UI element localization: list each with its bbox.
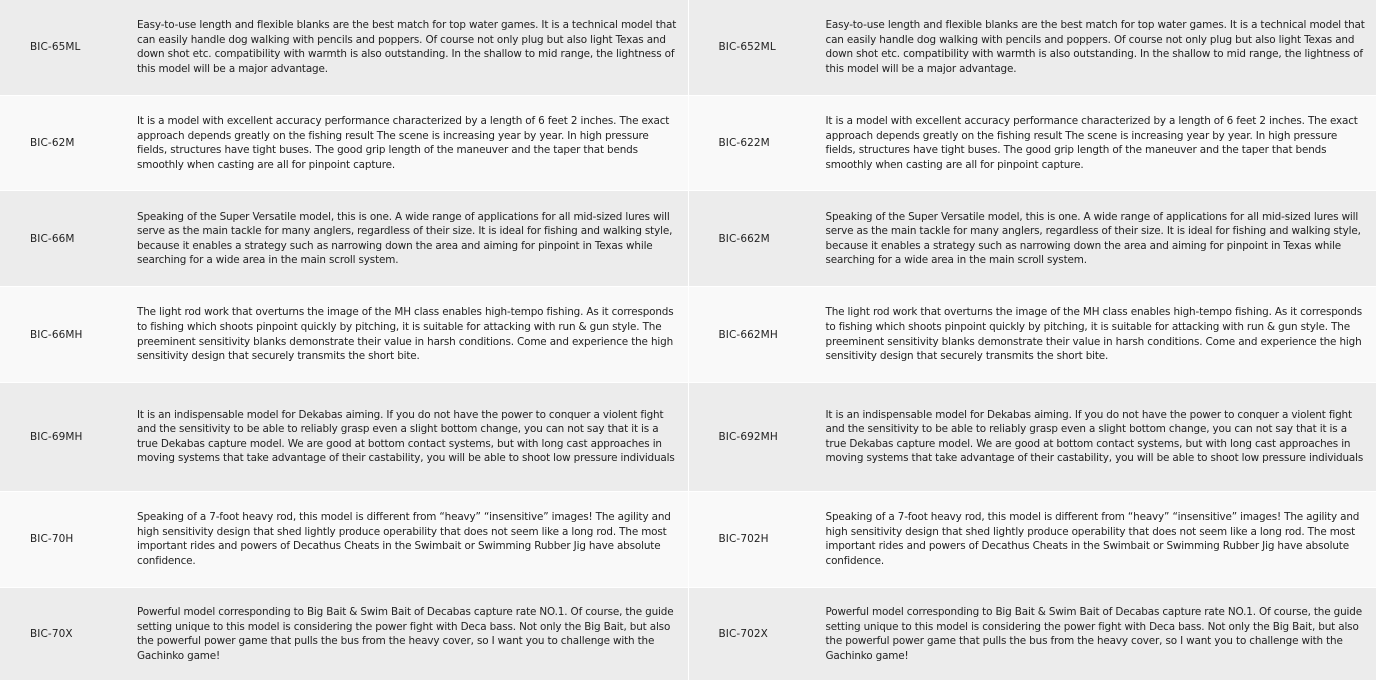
model-name: BIC-652ML xyxy=(718,41,776,54)
model-name: BIC-692MH xyxy=(718,430,778,443)
model-name: BIC-69MH xyxy=(30,430,83,443)
model-name: BIC-622M xyxy=(718,137,770,150)
model-description: It is a model with excellent accuracy performance characterized by a length of 6 feet 2 inches. The exact approach depends greatly on the fishing result The scene is increasing year by year. In high pressure fields, structures have tight buses. The good grip length of the maneuver and the taper that bends smoothly when casting are all for pinpoint capture. xyxy=(137,114,670,171)
model-description: The light rod work that overturns the image of the MH class enables high-tempo fishing. As it corresponds to fishing which shoots pinpoint quickly by pitching, it is suitable for attacking with run & gun style. The preeminent sensitivity blanks demonstrate their value in harsh conditions. Come and experience the high sensitivity design that securely transmits the short bite. xyxy=(825,306,1363,363)
table-row xyxy=(0,191,688,287)
model-name: BIC-70H xyxy=(30,533,74,546)
model-description: Speaking of a 7-foot heavy rod, this model is different from “heavy” “insensitive” images! The agility and high sensitivity design that shed lightly produce operability that does not seem like a long rod. The most important rides and powers of Decathus Cheats in the Swimbait or Swimming Rubber Jig have absolute confidence. xyxy=(825,511,1360,567)
table-row xyxy=(689,588,1376,681)
table-row xyxy=(689,287,1376,383)
model-name: BIC-70X xyxy=(30,628,73,641)
model-name: BIC-65ML xyxy=(30,41,81,54)
model-description: Easy-to-use length and flexible blanks are the best match for top water games. It is a technical model that can easily handle dog walking with pencils and poppers. Of course not only plug but also light Texas and down shot etc. compatibility with warmth is also outstanding. In the shallow to mid range, the lightness of this model will be a major advantage. xyxy=(137,19,677,75)
right-product-table xyxy=(688,0,1376,681)
table-row xyxy=(689,492,1376,589)
model-description: Easy-to-use length and flexible blanks are the best match for top water games. It is a technical model that can easily handle dog walking with pencils and poppers. Of course not only plug but also light Texas and down shot etc. compatibility with warmth is also outstanding. In the shallow to mid range, the lightness of this model will be a major advantage. xyxy=(825,19,1365,75)
table-row xyxy=(0,383,688,492)
model-description: Powerful model corresponding to Big Bait & Swim Bait of Decabas capture rate NO.1. Of course, the guide setting unique to this model is considering the power fight with Deca bass. Not only the Big Bait, but also the powerful power game that pulls the bus from the heavy cover, so I want you to challenge with the Gachinko game! xyxy=(825,605,1362,662)
model-description: Speaking of a 7-foot heavy rod, this model is different from “heavy” “insensitive” images! The agility and high sensitivity design that shed lightly produce operability that does not seem like a long rod. The most important rides and powers of Decathus Cheats in the Swimbait or Swimming Rubber Jig have absolute confidence. xyxy=(137,511,671,567)
model-description: Speaking of the Super Versatile model, this is one. A wide range of applications for all mid-sized lures will serve as the main tackle for many anglers, regardless of their size. It is ideal for fishing and walking style, because it enables a strategy such as narrowing down the area and aiming for pinpoint in Texas while searching for a wide area in the main scroll system. xyxy=(825,210,1361,267)
model-name: BIC-62M xyxy=(30,137,75,150)
model-name: BIC-702X xyxy=(718,628,768,641)
model-description: It is an indispensable model for Dekabas aiming. If you do not have the power to conquer a violent fight and the sensitivity to be able to reliably grasp even a slight bottom change, you can not say that it is a true Dekabas capture model. We are good at bottom contact systems, but with long cast approaches in moving systems that take advantage of their castability, you will be able to shoot low pressure individuals xyxy=(137,408,675,465)
model-description: Speaking of the Super Versatile model, this is one. A wide range of applications for all mid-sized lures will serve as the main tackle for many anglers, regardless of their size. It is ideal for fishing and walking style, because it enables a strategy such as narrowing down the area and aiming for pinpoint in Texas while searching for a wide area in the main scroll system. xyxy=(137,210,673,267)
model-description: It is an indispensable model for Dekabas aiming. If you do not have the power to conquer a violent fight and the sensitivity to be able to reliably grasp even a slight bottom change, you can not say that it is a true Dekabas capture model. We are good at bottom contact systems, but with long cast approaches in moving systems that take advantage of their castability, you will be able to shoot low pressure individuals xyxy=(825,408,1364,465)
model-description: The light rod work that overturns the image of the MH class enables high-tempo fishing. As it corresponds to fishing which shoots pinpoint quickly by pitching, it is suitable for attacking with run & gun style. The preeminent sensitivity blanks demonstrate their value in harsh conditions. Come and experience the high sensitivity design that securely transmits the short bite. xyxy=(137,306,674,363)
table-row xyxy=(0,492,688,589)
table-row xyxy=(689,0,1376,96)
table-row xyxy=(0,287,688,383)
table-row xyxy=(689,191,1376,287)
table-row xyxy=(689,383,1376,492)
model-description: Powerful model corresponding to Big Bait & Swim Bait of Decabas capture rate NO.1. Of course, the guide setting unique to this model is considering the power fight with Deca bass. Not only the Big Bait, but also the powerful power game that pulls the bus from the heavy cover, so I want you to challenge with the Gachinko game! xyxy=(137,605,674,662)
model-name: BIC-66M xyxy=(30,232,75,245)
model-name: BIC-702H xyxy=(718,533,769,546)
model-name: BIC-66MH xyxy=(30,328,83,341)
model-name: BIC-662MH xyxy=(718,328,778,341)
table-row xyxy=(0,96,688,192)
model-name: BIC-662M xyxy=(718,232,770,245)
table-row xyxy=(0,588,688,681)
table-row xyxy=(0,0,688,96)
model-description: It is a model with excellent accuracy performance characterized by a length of 6 feet 2 inches. The exact approach depends greatly on the fishing result The scene is increasing year by year. In high pressure fields, structures have tight buses. The good grip length of the maneuver and the taper that bends smoothly when casting are all for pinpoint capture. xyxy=(825,114,1358,171)
table-row xyxy=(689,96,1376,192)
